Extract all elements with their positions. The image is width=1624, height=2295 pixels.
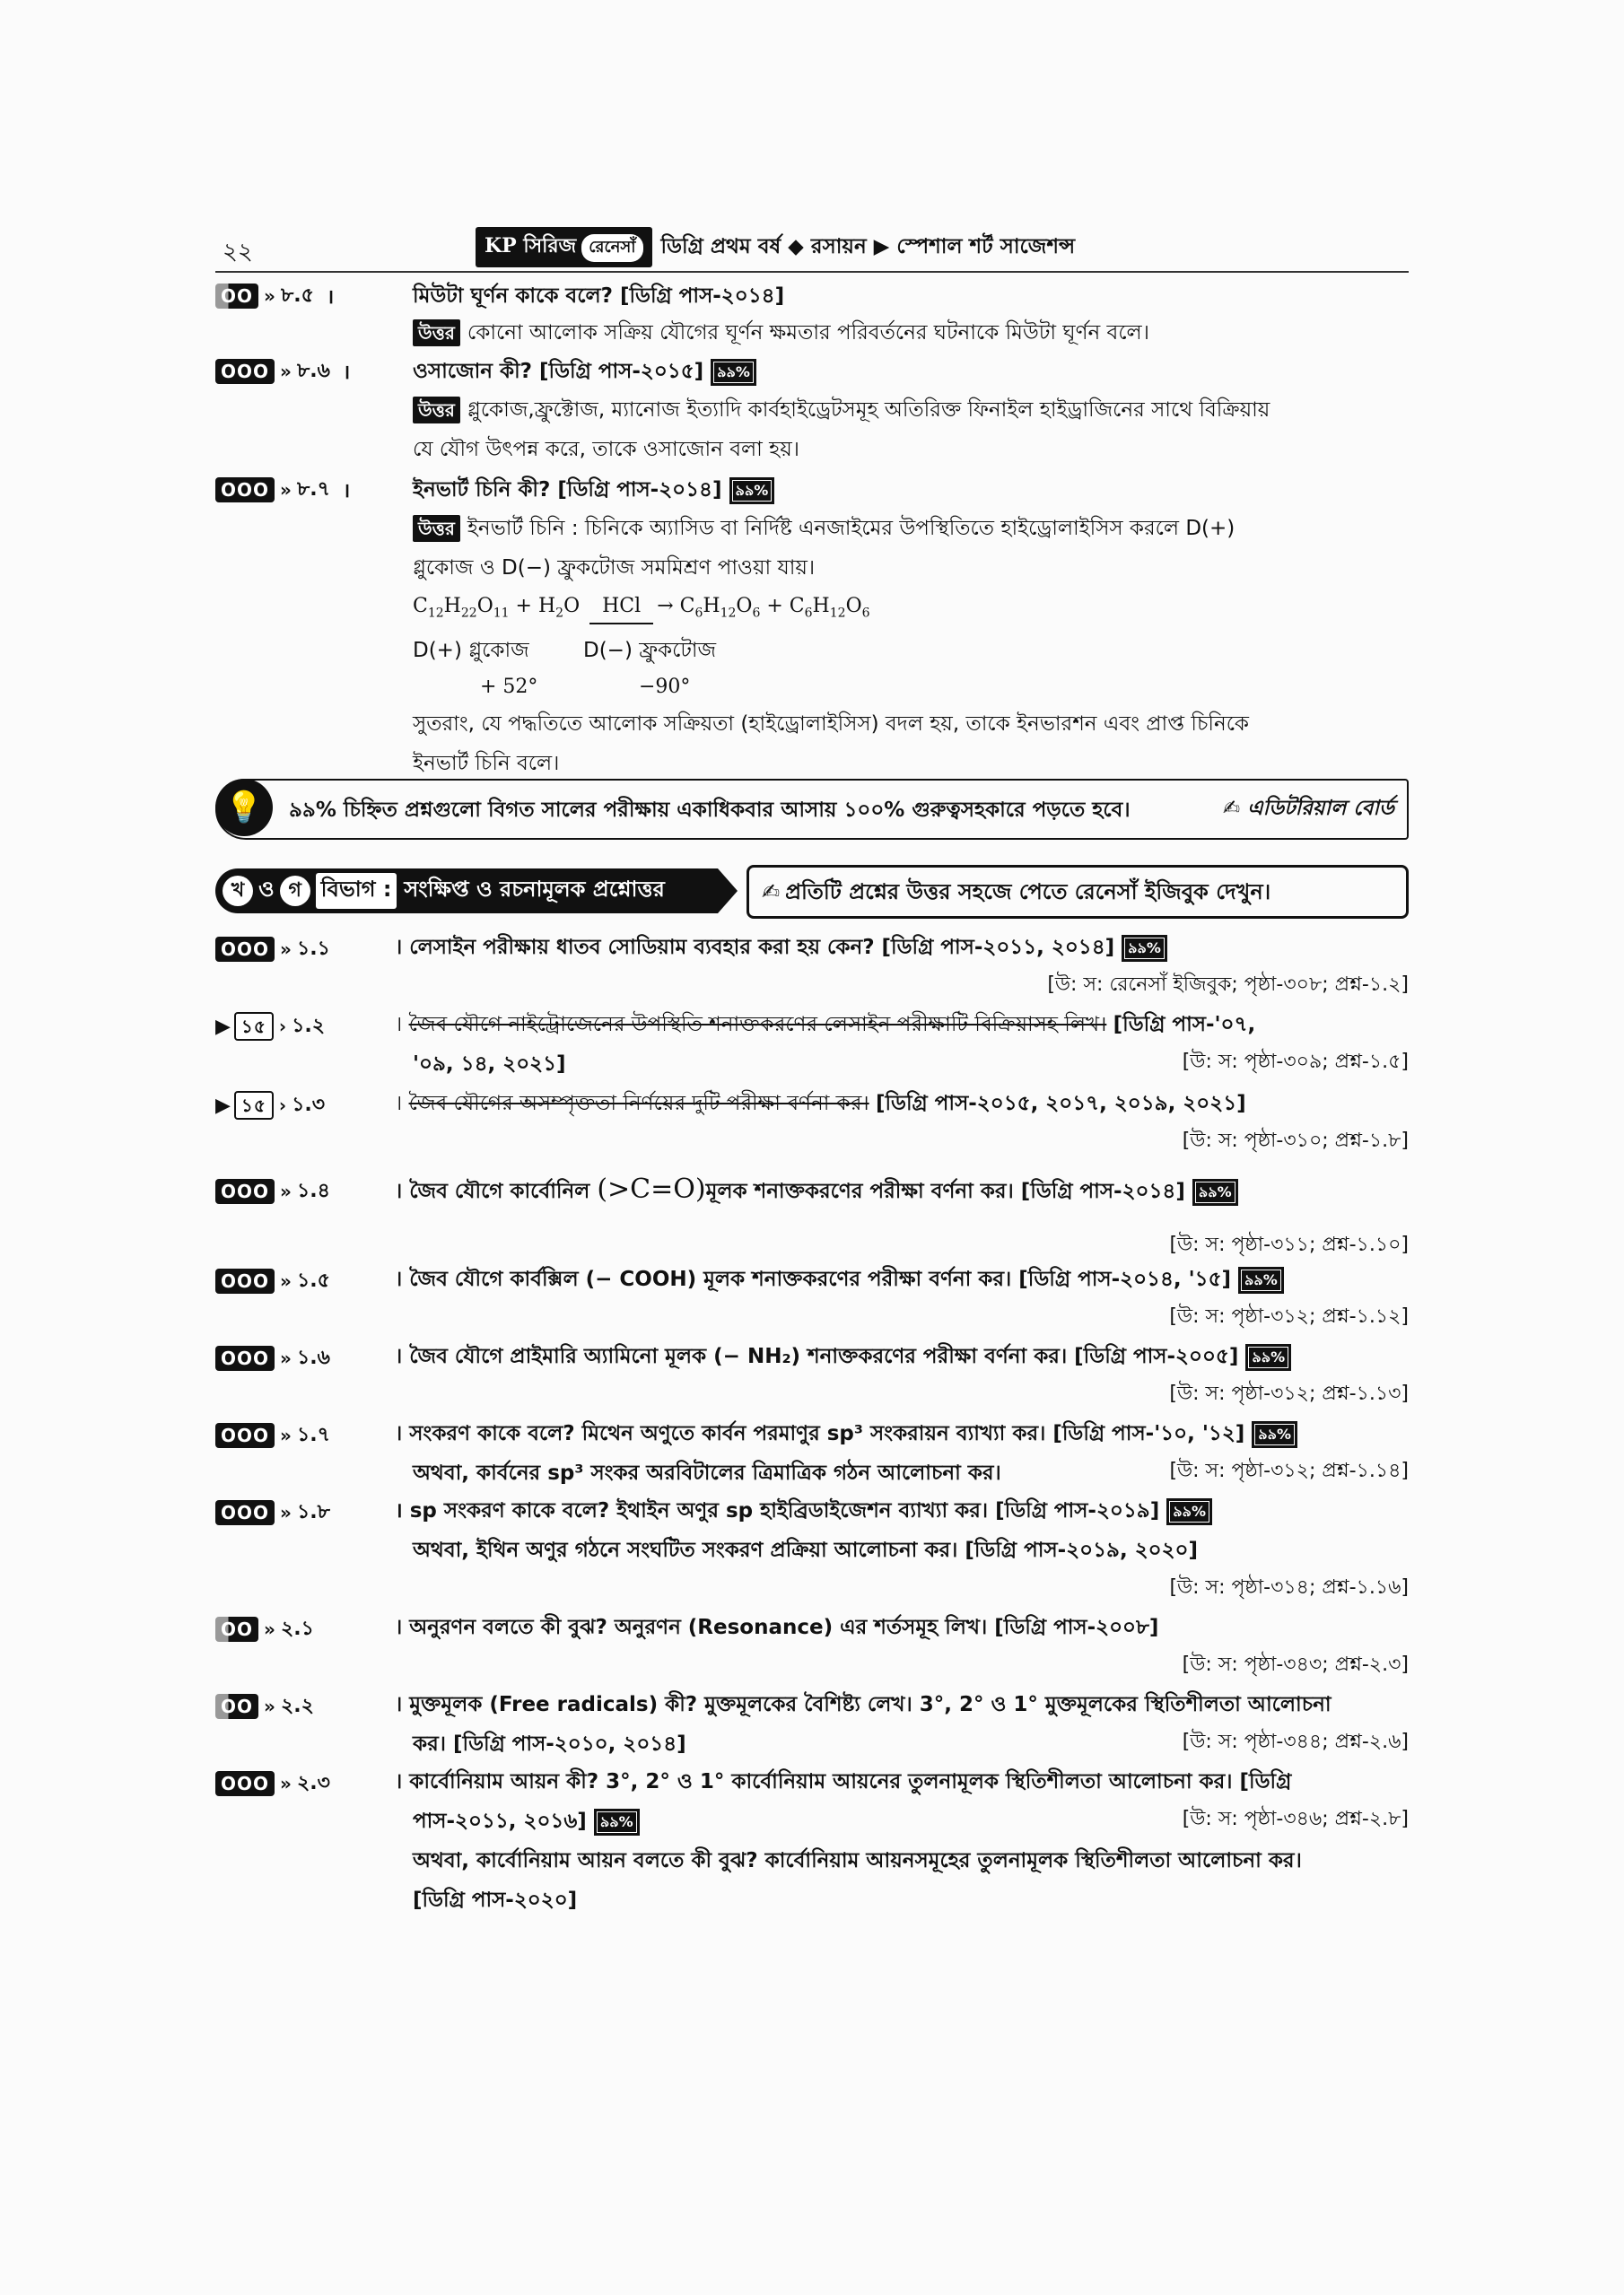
arrow-icon: » (264, 285, 275, 307)
label-glucose: D(+) গ্লুকোজ (413, 639, 529, 662)
bar-icon: । (395, 1616, 410, 1639)
question-text-main: লেসাইন পরীক্ষায় ধাতব সোডিয়াম ব্যবহার করা হয় কেন? [ডিগ্রি পাস-২০১১, ২০১৪] (409, 936, 1115, 959)
question-text-main: জৈব যৌগে কার্বোনিল (409, 1180, 590, 1203)
question-tag (215, 355, 350, 388)
question-text: অথবা, কার্বোনিয়াম আয়ন বলতে কী বুঝ? কার্বোনিয়াম আয়নসমূহের তুলনামূলক স্থিতিশীলতা আলোচনা কর। (413, 1849, 1302, 1872)
importance-badge: OOO (215, 937, 275, 962)
bar-icon: । (326, 286, 335, 309)
arrow-icon: » (264, 1696, 275, 1717)
question-tag (215, 1089, 325, 1121)
hand-pen-icon: ✍ (762, 879, 781, 904)
answer-label: উত্তর (413, 515, 460, 542)
notice-banner (215, 779, 1409, 840)
arrow-icon: » (280, 1425, 292, 1446)
question-tag (215, 1613, 314, 1645)
series-logo (476, 227, 652, 267)
answer-text: ইনভার্ট চিনি বলে। (413, 752, 560, 775)
answer-reference: [উ: স: পৃষ্ঠা-৩১৪; প্রশ্ন-১.১৬] (1169, 1576, 1409, 1599)
question-text (413, 353, 756, 389)
question-text (395, 1687, 1332, 1723)
answer-text: গ্লুকোজ ও D(−) ফ্রুকটোজ সমমিশ্রণ পাওয়া যায়। (413, 556, 816, 580)
question-number: ২.২ (280, 1694, 314, 1717)
answer-reference: [উ: স: পৃষ্ঠা-৩১২; প্রশ্ন-১.১৪] (1169, 1460, 1409, 1482)
question-text: অথবা, ইথিন অণুর গঠনে সংঘটিত সংকরণ প্রক্রিয়া আলোচনা কর। [ডিগ্রি পাস-২০১৯, ২০২০] (413, 1539, 1199, 1562)
answer-text: ইনভার্ট চিনি : চিনিকে অ্যাসিড বা নির্দিষ্ট এনজাইমের উপস্থিতিতে হাইড্রোলাইসিস করলে D(+) (467, 517, 1235, 540)
percent-badge: ৯৯% (1245, 1344, 1291, 1371)
arrow-icon: › (278, 1095, 287, 1116)
question-text (395, 1261, 1284, 1297)
question-tag (215, 1010, 325, 1043)
arrow-icon: » (280, 1270, 292, 1292)
answer-reference: [উ: স: পৃষ্ঠা-৩১২; প্রশ্ন-১.১৩] (1169, 1383, 1409, 1405)
question-tag (215, 1265, 330, 1297)
section-arrow-icon (718, 868, 738, 913)
arrow-icon: » (280, 361, 292, 382)
answer (413, 391, 1270, 429)
answer (413, 510, 1235, 547)
question-tail: [ডিগ্রি পাস-২০১৫, ২০১৭, ২০১৯, ২০২১] (875, 1092, 1246, 1115)
importance-badge: OOO (215, 1269, 275, 1294)
question-number: ২.১ (280, 1617, 314, 1640)
series-label: KP সিরিজ (485, 233, 577, 257)
answer-text: গ্লুকোজ,ফ্রুক্টোজ, ম্যানোজ ইত্যাদি কার্বহাইড্রেটসমূহ অতিরিক্ত ফিনাইল হাইড্রাজিনের সাথে বিক্রিয়ায় (467, 398, 1270, 422)
question-text (413, 472, 774, 508)
bar-icon: । (395, 1693, 410, 1716)
catalyst: HCl (602, 595, 642, 617)
question-text-struck: জৈব যৌগে নাইট্রোজেনের উপস্থিতি শনাক্তকরণের লেসাইন পরীক্ষাটি বিক্রিয়াসহ লিখ। (408, 1013, 1107, 1036)
section-note (747, 865, 1409, 919)
reaction-equation: $C_{12}H_{22}O_{11} + H_2O$ HCl → $C_6H_{12}O_6 + C_6H_{12}O_6$ (413, 590, 870, 629)
question-number: ১.৭ (296, 1423, 330, 1446)
question-tag (215, 1767, 330, 1800)
section-note-text: প্রতিটি প্রশ্নের উত্তর সহজে পেতে রেনেসাঁ ইজিবুক দেখুন। (785, 879, 1271, 904)
bar-icon: । (395, 1092, 409, 1115)
label-fructose: D(−) ফ্রুকটোজ (583, 639, 717, 662)
section-letter: খ (223, 876, 253, 906)
question-text-main: অনুরণন বলতে কী বুঝ? অনুরণন (Resonance) এর শর্তসমূহ লিখ। [ডিগ্রি পাস-২০০৮] (409, 1616, 1159, 1639)
question-text (395, 1086, 1246, 1121)
section-title: সংক্ষিপ্ত ও রচনামূলক প্রশ্নোত্তর (404, 877, 665, 902)
reaction-arrow (589, 590, 653, 624)
answer-reference: [উ: স: রেনেসাঁ ইজিবুক; পৃষ্ঠা-৩০৮; প্রশ্ন-১.২] (1047, 973, 1409, 996)
question-number: ৮.৫ (280, 284, 314, 307)
rotation-glucose: + 52° (480, 676, 538, 698)
hand-pen-icon: ✍ (1222, 797, 1241, 820)
bar-icon: । (395, 936, 410, 959)
question-text-main: সংকরণ কাকে বলে? মিথেন অণুতে কার্বন পরমাণুর sp³ সংকরায়ন ব্যাখ্যা কর। [ডিগ্রি পাস-'১০, '১২] (409, 1422, 1245, 1445)
importance-badge: OOO (215, 1346, 275, 1371)
bar-icon: । (342, 362, 351, 384)
question-text (395, 1610, 1158, 1645)
percent-badge: ৯৯% (594, 1809, 640, 1836)
bar-icon: । (395, 1180, 410, 1203)
importance-badge: ১৫ (234, 1012, 274, 1041)
arrow-icon: » (280, 1181, 292, 1202)
page-number: ২২ (223, 239, 253, 266)
answer-label: উত্তর (413, 319, 460, 346)
answer-label: উত্তর (413, 397, 460, 423)
question-number: ৮.৬ (296, 359, 330, 382)
answer-reference: [উ: স: পৃষ্ঠা-৩৪৪; প্রশ্ন-২.৬] (1182, 1731, 1409, 1753)
percent-badge: ৯৯% (1238, 1267, 1284, 1294)
question-tag (215, 280, 334, 312)
question-tail: [ডিগ্রি পাস-'০৭, (1113, 1013, 1256, 1036)
question-text-main: জৈব যৌগে প্রাইমারি অ্যামিনো মূলক (− NH₂) শনাক্তকরণের পরীক্ষা বর্ণনা কর। [ডিগ্রি পাস-২০০৫] (409, 1345, 1239, 1368)
question-text: কর। [ডিগ্রি পাস-২০১০, ২০১৪] (413, 1732, 686, 1756)
answer-reference: [উ: স: পৃষ্ঠা-৩১২; প্রশ্ন-১.১২] (1169, 1305, 1409, 1328)
question-number: ১.২ (292, 1014, 326, 1037)
section-letter: গ (280, 876, 310, 906)
question-number: ১.১ (296, 937, 330, 960)
question-tag (215, 1690, 314, 1723)
question-number: ১.৫ (296, 1269, 330, 1292)
page-header (215, 224, 1409, 273)
percent-badge: ৯৯% (1252, 1421, 1297, 1448)
importance-badge: OO (215, 1694, 258, 1719)
question-number: ৮.৭ (296, 477, 330, 501)
banner-logo-text: এডিটরিয়াল বোর্ড (1247, 797, 1394, 820)
answer-text: সুতরাং, যে পদ্ধতিতে আলোক সক্রিয়তা (হাইড্রোলাইসিস) বদল হয়, তাকে ইনভারশন এবং প্রাপ্ত চিনিকে (413, 712, 1250, 736)
arrow-icon: » (264, 1619, 275, 1640)
answer-reference: [উ: স: পৃষ্ঠা-৩৪৩; প্রশ্ন-২.৩] (1182, 1654, 1409, 1676)
question-tag (215, 1419, 330, 1452)
answer-text: কোনো আলোক সক্রিয় যৌগের ঘূর্ণন ক্ষমতার পরিবর্তনের ঘটনাকে মিউটা ঘূর্ণন বলে। (467, 321, 1149, 345)
rotation-fructose: −90° (639, 676, 691, 698)
question-text: '০৯, ১৪, ২০২১] (413, 1052, 566, 1076)
question-text-main: মুক্তমূলক (Free radicals) কী? মুক্তমূলকের বৈশিষ্ট্য লেখ। 3°, 2° ও 1° মুক্তমূলকের স্থিতিশীলতা আলোচনা (409, 1693, 1332, 1716)
importance-badge: OOO (215, 1771, 275, 1796)
percent-badge: ৯৯% (1192, 1179, 1238, 1206)
bar-icon: । (395, 1268, 410, 1291)
question-tag (215, 1497, 330, 1529)
excluded-icon: ▶ (215, 1015, 231, 1038)
arrow-icon: › (278, 1016, 287, 1037)
series-badge: রেনেসাঁ (581, 234, 642, 262)
question-text (413, 1803, 640, 1839)
arrow-icon: » (280, 938, 292, 960)
question-text (395, 929, 1167, 965)
question-text: অথবা, কার্বনের sp³ সংকর অরবিটালের ত্রিমাত্রিক গঠন আলোচনা কর। (413, 1462, 1001, 1485)
question-tag (215, 933, 330, 965)
question-number: ১.৪ (296, 1179, 330, 1202)
header-brand (476, 230, 1075, 264)
question-number: ১.৮ (296, 1500, 330, 1523)
bar-icon: । (395, 1345, 410, 1368)
question-text-line2: পাস-২০১১, ২০১৬] (413, 1810, 587, 1833)
question-text: মিউটা ঘূর্ণন কাকে বলে? [ডিগ্রি পাস-২০১৪] (413, 284, 785, 308)
importance-badge: OOO (215, 1179, 275, 1204)
importance-badge: OOO (215, 359, 275, 384)
question-text (395, 1764, 1291, 1800)
importance-badge: ১৫ (234, 1091, 274, 1120)
question-text-rest: মূলক শনাক্তকরণের পরীক্ষা বর্ণনা কর। [ডিগ্রি পাস-২০১৪] (705, 1180, 1185, 1203)
importance-badge: OO (215, 284, 258, 309)
question-number: ২.৩ (296, 1771, 330, 1794)
question-number: ১.৬ (296, 1346, 330, 1369)
question-text (395, 1007, 1255, 1043)
question-number: ১.৩ (292, 1093, 326, 1116)
percent-badge: ৯৯% (711, 359, 756, 386)
banner-text: ৯৯% চিহ্নিত প্রশ্নগুলো বিগত সালের পরীক্ষায় একাধিকবার আসায় ১০০% গুরুত্বসহকারে পড়তে হবে। (289, 798, 1131, 822)
question-text-main: ওসাজোন কী? [ডিগ্রি পাস-২০১৫] (413, 360, 704, 383)
question-tag (215, 1342, 330, 1374)
percent-badge: ৯৯% (729, 477, 775, 504)
question-text-main: sp সংকরণ কাকে বলে? ইথাইন অণুর sp হাইব্রিডাইজেশন ব্যাখ্যা কর। [ডিগ্রি পাস-২০১৯] (409, 1499, 1160, 1523)
answer-text: যে যৌগ উৎপন্ন করে, তাকে ওসাজোন বলা হয়। (413, 438, 799, 461)
answer-reference: [উ: স: পৃষ্ঠা-৩০৯; প্রশ্ন-১.৫] (1182, 1051, 1409, 1073)
bar-icon: । (395, 1013, 409, 1036)
section-conj: ও (258, 877, 275, 902)
question-text (395, 1172, 1238, 1209)
bar-icon: । (395, 1499, 410, 1523)
arrow-icon: » (280, 479, 292, 501)
question-text-main: কার্বোনিয়াম আয়ন কী? 3°, 2° ও 1° কার্বোনিয়াম আয়নের তুলনামূলক স্থিতিশীলতা আলোচনা কর। [ডিগ্রি (409, 1770, 1292, 1793)
bulb-icon: 💡 (215, 779, 273, 836)
question-text (395, 1416, 1297, 1452)
percent-badge: ৯৯% (1122, 935, 1167, 962)
question-tag (215, 1175, 330, 1208)
importance-badge: OOO (215, 477, 275, 502)
arrow-icon: » (280, 1348, 292, 1369)
answer-reference: [উ: স: পৃষ্ঠা-৩১১; প্রশ্ন-১.১০] (1169, 1234, 1409, 1256)
bar-icon: । (342, 480, 351, 502)
bar-icon: । (395, 1422, 410, 1445)
importance-badge: OOO (215, 1423, 275, 1448)
question-text: [ডিগ্রি পাস-২০২০] (413, 1889, 578, 1912)
excluded-icon: ▶ (215, 1094, 231, 1117)
importance-badge: OOO (215, 1500, 275, 1525)
importance-badge: OO (215, 1617, 258, 1642)
banner-logo (1223, 791, 1394, 826)
section-tab (215, 868, 718, 913)
arrow-icon: » (280, 1502, 292, 1523)
arrow-icon: » (280, 1773, 292, 1794)
question-text (395, 1339, 1291, 1374)
question-tag (215, 474, 350, 506)
carbonyl-formula: (>C=O) (597, 1174, 706, 1205)
header-title: ডিগ্রি প্রথম বর্ষ ◆ রসায়ন ▶ স্পেশাল শর্ট সাজেশন্স (660, 234, 1076, 258)
answer (413, 314, 1149, 352)
question-text-struck: জৈব যৌগের অসম্পৃক্ততা নির্ণয়ের দুটি পরীক্ষা বর্ণনা কর। (408, 1092, 869, 1115)
answer-reference: [উ: স: পৃষ্ঠা-৩৪৬; প্রশ্ন-২.৮] (1182, 1808, 1409, 1830)
question-text-main: ইনভার্ট চিনি কী? [ডিগ্রি পাস-২০১৪] (413, 478, 722, 502)
percent-badge: ৯৯% (1166, 1498, 1212, 1525)
question-text (395, 1493, 1212, 1529)
question-text-main: জৈব যৌগে কার্বক্সিল (− COOH) মূলক শনাক্তকরণের পরীক্ষা বর্ণনা কর। [ডিগ্রি পাস-২০১৪, '১৫] (409, 1268, 1232, 1291)
bar-icon: । (395, 1770, 410, 1793)
answer-reference: [উ: স: পৃষ্ঠা-৩১০; প্রশ্ন-১.৮] (1182, 1130, 1409, 1152)
section-vibhag: বিভাগ : (316, 873, 397, 909)
